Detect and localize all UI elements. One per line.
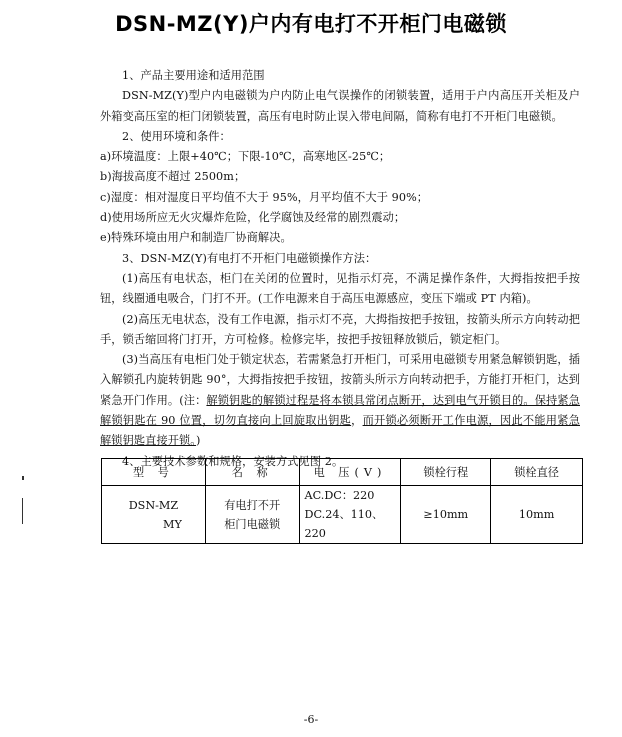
section-2-item-d: d)使用场所应无火灾爆炸危险，化学腐蚀及经常的剧烈震动； bbox=[100, 211, 406, 225]
section-2-item-e: e)特殊环境由用户和制造厂协商解决。 bbox=[100, 231, 292, 245]
cell-stroke: ≥10mm bbox=[401, 486, 491, 544]
section-4-heading: 4、主要技术参数和规格，安装方式见图 2。 bbox=[122, 454, 344, 468]
cell-name bbox=[205, 486, 299, 544]
model-line-2: MY bbox=[162, 517, 182, 531]
section-2-item-a: a)环境温度：上限+40℃；下限-10℃，高寒地区-25℃； bbox=[100, 150, 391, 164]
margin-mark bbox=[22, 498, 23, 524]
margin-mark bbox=[22, 476, 24, 480]
header-diameter: 锁栓直径 bbox=[491, 459, 583, 486]
step-3-text: (3)当高压有电柜门处于锁定状态，若需紧急打开柜门，可采用电磁锁专用紧急解锁钥匙，插入解锁孔内旋转钥匙 90°，大拇指按把手按钮，按箭头所示方向转动把手，方能打开柜门，达到紧急开门作用。(注： bbox=[100, 353, 580, 407]
name-line-2: 柜门电磁锁 bbox=[224, 517, 281, 531]
cell-diameter: 10mm bbox=[491, 486, 583, 544]
model-line-1: DSN-MZ bbox=[128, 498, 179, 512]
cell-voltage bbox=[299, 486, 401, 544]
header-name: 名 称 bbox=[205, 459, 299, 486]
section-1-paragraph: DSN-MZ(Y)型户内电磁锁为户内防止电气误操作的闭锁装置，适用于户内高压开关柜及户外箱变高压室的柜门闭锁装置，高压有电时防止误入带电间隔，简称有电打不开柜门电磁锁。 bbox=[100, 89, 580, 123]
section-3-step-1: (1)高压有电状态，柜门在关闭的位置时，见指示灯亮，不满足操作条件，大拇指按把手按钮，线圈通电吸合，门打不开。(工作电源来自于高压电源感应，变压下端或 PT 内箱)。 bbox=[100, 271, 580, 306]
section-3-step-2: (2)高压无电状态，没有工作电源，指示灯不亮，大拇指按把手按钮，按箭头所示方向转动把手，锁舌缩回将门打开，方可检修。检修完毕，按把手按钮释放锁后，锁定柜门。 bbox=[100, 312, 580, 346]
header-stroke: 锁栓行程 bbox=[401, 459, 491, 486]
step-3-close-paren: ) bbox=[196, 434, 201, 448]
section-2-item-b: b)海拔高度不超过 2500m； bbox=[100, 170, 246, 184]
section-1-heading: 1、产品主要用途和适用范围 bbox=[122, 69, 265, 82]
section-2-item-c: c)湿度：相对湿度日平均值不大于 95%，月平均值不大于 90%； bbox=[100, 190, 429, 204]
page-title: DSN-MZ(Y)户内有电打不开柜门电磁锁 bbox=[115, 12, 507, 36]
page-number: -6- bbox=[303, 713, 319, 726]
section-3-heading: 3、DSN-MZ(Y)有电打不开柜门电磁锁操作方法： bbox=[122, 251, 377, 265]
step-3-note-underlined-1: 解锁钥匙的解锁过程是将本锁具常闭点断开，达到电气开锁目的。保持紧急解锁钥匙在 90 位置，切勿直接向上回旋取出钥匙 bbox=[100, 393, 580, 428]
cell-model bbox=[102, 486, 206, 544]
table-row bbox=[102, 486, 583, 544]
name-line-1: 有电打不开 bbox=[224, 498, 281, 512]
step-3-note-underlined-2: 而开锁必须断开工作电源，因此不能用紧急解锁钥匙直接开锁。 bbox=[100, 414, 580, 448]
header-voltage: 电 压(V) bbox=[299, 459, 401, 486]
spec-table-header-row bbox=[102, 459, 583, 486]
step-3-comma: ， bbox=[351, 414, 363, 428]
body-text bbox=[100, 66, 580, 472]
voltage-line-1: AC.DC：220 bbox=[304, 489, 375, 502]
section-2-heading: 2、使用环境和条件： bbox=[122, 129, 231, 143]
spec-table bbox=[101, 458, 583, 544]
header-model: 型 号 bbox=[102, 459, 206, 486]
voltage-line-2: DC.24、110、220 bbox=[304, 508, 384, 540]
section-3-step-3 bbox=[100, 350, 580, 451]
